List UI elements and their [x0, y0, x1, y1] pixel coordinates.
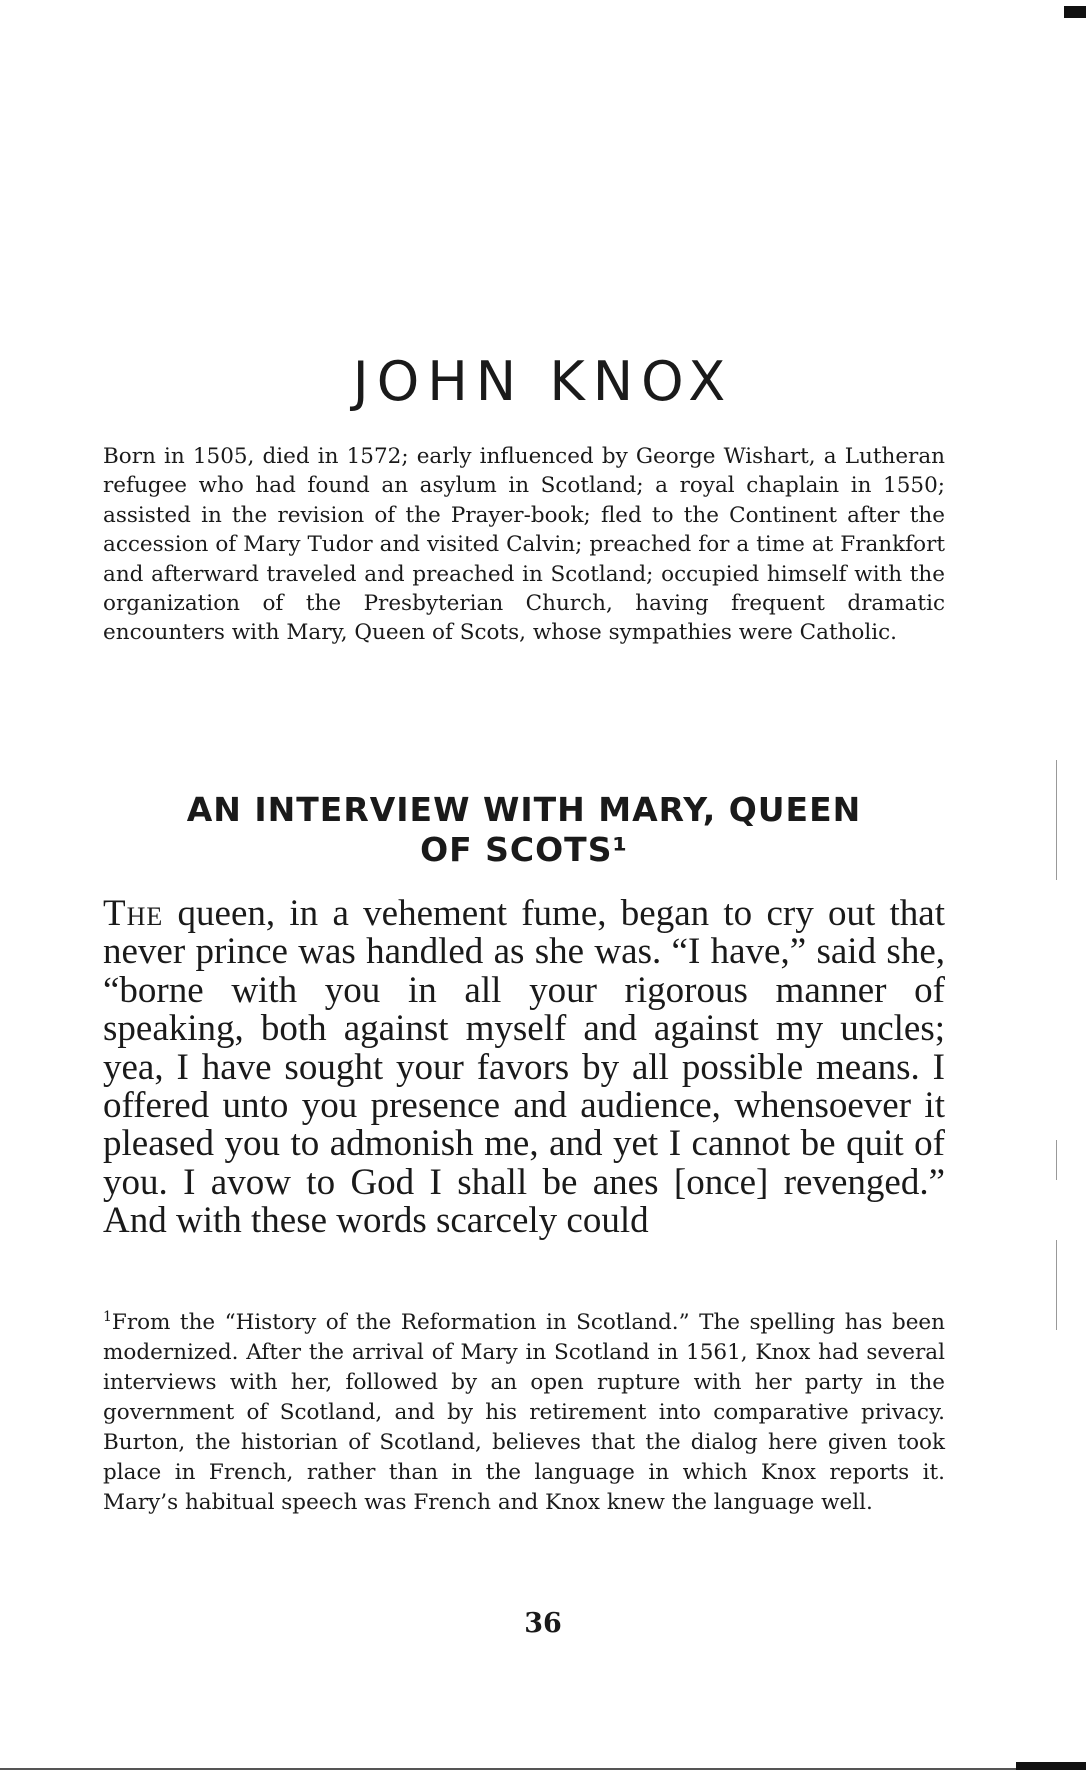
- footnote-text: From the “History of the Reformation in Scotland.” The spelling has been modernized. After the arrival of Mary in Scotland in 1561, Knox had several interviews with her, followed by an open rupture with her party in the government of Scotland, and by his retirement into comparative privacy. Burton, the historian of Scotland, believes that the dialog here given took place in French, rather than in the language in which Knox reports it. Mary’s habitual speech was French and Knox knew the language well.: [103, 1310, 945, 1515]
- opening-word: The: [103, 893, 164, 934]
- body-text: queen, in a vehement fume, began to cry out that never prince was handled as she was. “I have,” said she, “borne with you in all your rigorous manner of speaking, both against myself and against my uncles; yea, I have sought your favors by all possible means. I offered unto you presence and audience, whensoever it pleased you to admonish me, and yet I cannot be quit of you. I avow to God I shall be anes [once] revenged.” And with these words scarcely could: [103, 893, 945, 1242]
- section-heading-line-1: AN INTERVIEW WITH MARY, QUEEN: [186, 790, 862, 829]
- page-number: 36: [524, 1608, 562, 1639]
- footnote-reference-mark: ¹: [612, 830, 628, 869]
- biography-paragraph: Born in 1505, died in 1572; early influenced by George Wishart, a Lutheran refugee who had found an asylum in Scotland; a royal chaplain in 1550; assisted in the revision of the Prayer-book; fled to the Continent after the accession of Mary Tudor and visited Calvin; preached for a time at Frankfort and afterward traveled and preached in Scotland; occupied himself with the organization of the Presbyterian Church, having frequent dramatic encounters with Mary, Queen of Scots, whose sympathies were Catholic.: [103, 444, 945, 646]
- scan-rule-bottom: [0, 1768, 1086, 1770]
- footnote-mark: 1: [103, 1308, 112, 1325]
- section-heading-line-2: [103, 830, 945, 870]
- section-heading: [103, 790, 945, 870]
- margin-scan-line: [1056, 1140, 1057, 1180]
- margin-scan-line: [1056, 760, 1057, 880]
- page-title: JOHN KNOX: [352, 350, 734, 413]
- footnote: [103, 1308, 945, 1518]
- scan-mark-bottom: [1016, 1762, 1086, 1770]
- body-paragraph: [103, 895, 945, 1241]
- scan-mark-top: [1064, 6, 1086, 18]
- margin-scan-line: [1056, 1240, 1057, 1330]
- section-heading-line-2-text: OF SCOTS: [420, 830, 613, 869]
